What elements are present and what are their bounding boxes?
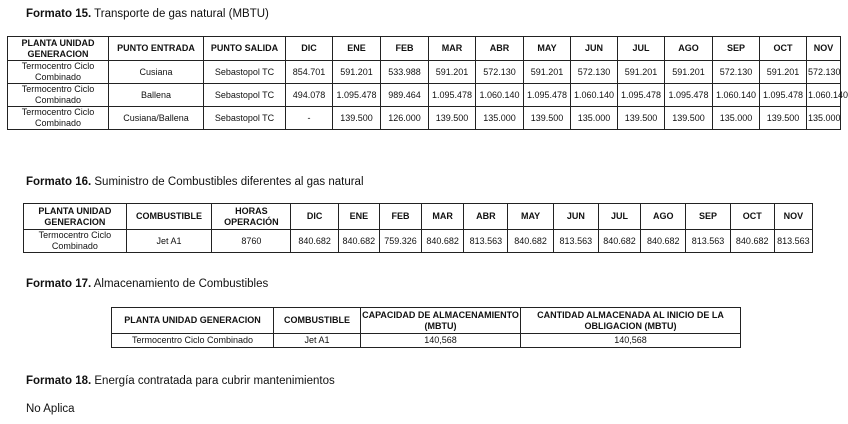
- table-cell: Termocentro Ciclo Combinado: [8, 107, 109, 130]
- column-header: ENE: [333, 37, 381, 61]
- formato18-note: No Aplica: [26, 403, 75, 415]
- table-cell: 813.563: [686, 230, 730, 253]
- table-cell: 572.130: [713, 61, 760, 84]
- table-cell: 840.682: [598, 230, 640, 253]
- table-cell: Ballena: [109, 84, 204, 107]
- table-cell: 813.563: [553, 230, 598, 253]
- table-cell: Jet A1: [126, 230, 211, 253]
- column-header: FEB: [379, 204, 421, 230]
- table-cell: Termocentro Ciclo Combinado: [8, 84, 109, 107]
- table-cell: -: [286, 107, 333, 130]
- table-cell: Termocentro Ciclo Combinado: [112, 334, 274, 348]
- table-row: [8, 61, 841, 84]
- table-cell: 140,568: [361, 334, 521, 348]
- column-header: MAR: [429, 37, 476, 61]
- column-header: PUNTO ENTRADA: [109, 37, 204, 61]
- column-header: ABR: [476, 37, 524, 61]
- formato17-table: [111, 307, 741, 348]
- table-cell: Sebastopol TC: [204, 84, 286, 107]
- table-cell: Jet A1: [274, 334, 361, 348]
- column-header: CAPACIDAD DE ALMACENAMIENTO (MBTU): [361, 308, 521, 334]
- table-cell: 759.326: [379, 230, 421, 253]
- column-header: OCT: [730, 204, 774, 230]
- table-cell: 1.095.478: [429, 84, 476, 107]
- table-cell: 135.000: [807, 107, 841, 130]
- column-header: MAY: [524, 37, 571, 61]
- table-header-row: [112, 308, 741, 334]
- column-header: SEP: [713, 37, 760, 61]
- column-header: PLANTA UNIDAD GENERACION: [24, 204, 127, 230]
- table-cell: 140,568: [521, 334, 741, 348]
- table-cell: 494.078: [286, 84, 333, 107]
- formato15-title: Transporte de gas natural (MBTU): [91, 8, 269, 20]
- table-cell: 813.563: [774, 230, 812, 253]
- formato16-title: Suministro de Combustibles diferentes al gas natural: [91, 176, 364, 188]
- table-cell: 1.095.478: [333, 84, 381, 107]
- column-header: JUN: [553, 204, 598, 230]
- formato15-table: [7, 36, 848, 130]
- table-cell: 840.682: [641, 230, 686, 253]
- table-cell: Cusiana/Ballena: [109, 107, 204, 130]
- column-header: HORAS OPERACIÓN: [212, 204, 291, 230]
- table-cell: 813.563: [464, 230, 508, 253]
- table-cell: 591.201: [333, 61, 381, 84]
- formato17-label: Formato 17.: [26, 278, 92, 290]
- column-header: ABR: [464, 204, 508, 230]
- formato17-heading: [26, 278, 268, 290]
- table-cell: 840.682: [291, 230, 338, 253]
- table-cell: Termocentro Ciclo Combinado: [24, 230, 127, 253]
- table-cell: Cusiana: [109, 61, 204, 84]
- table-cell: 139.500: [665, 107, 713, 130]
- table-cell: 591.201: [760, 61, 807, 84]
- table-cell: 840.682: [508, 230, 553, 253]
- column-header: CANTIDAD ALMACENADA AL INICIO DE LA OBLIGACION (MBTU): [521, 308, 741, 334]
- table-cell: 1.060.140: [476, 84, 524, 107]
- column-header: AGO: [641, 204, 686, 230]
- column-header: JUN: [571, 37, 618, 61]
- table-row: [24, 230, 813, 253]
- table-cell: 572.130: [807, 61, 841, 84]
- table-cell: 1.060.140: [713, 84, 760, 107]
- formato15-heading: [26, 8, 269, 20]
- table-cell: Sebastopol TC: [204, 107, 286, 130]
- column-header: DIC: [291, 204, 338, 230]
- formato18-title: Energía contratada para cubrir mantenimientos: [91, 375, 335, 387]
- table-cell: 135.000: [713, 107, 760, 130]
- formato16-label: Formato 16.: [26, 176, 92, 188]
- table-cell: 1.060.140: [571, 84, 618, 107]
- table-cell: 8760: [212, 230, 291, 253]
- table-header-row: [8, 37, 841, 61]
- column-header: PLANTA UNIDAD GENERACION: [112, 308, 274, 334]
- column-header: MAR: [422, 204, 464, 230]
- table-row: [8, 107, 841, 130]
- column-header: JUL: [618, 37, 665, 61]
- column-header: PUNTO SALIDA: [204, 37, 286, 61]
- table-cell: 572.130: [476, 61, 524, 84]
- table-cell: 591.201: [429, 61, 476, 84]
- formato16-heading: [26, 176, 364, 188]
- table-cell: 1.095.478: [618, 84, 665, 107]
- column-header: AGO: [665, 37, 713, 61]
- table-cell: 1.095.478: [760, 84, 807, 107]
- table-cell: 591.201: [618, 61, 665, 84]
- table-header-row: [24, 204, 813, 230]
- table-cell: 139.500: [760, 107, 807, 130]
- table-row: [8, 84, 841, 107]
- column-header: MAY: [508, 204, 553, 230]
- table-cell: 1.060.140: [807, 84, 841, 107]
- column-header: JUL: [598, 204, 640, 230]
- column-header: NOV: [774, 204, 812, 230]
- table-row: [112, 334, 741, 348]
- table-cell: 139.500: [333, 107, 381, 130]
- column-header: FEB: [381, 37, 429, 61]
- table-cell: 591.201: [665, 61, 713, 84]
- table-cell: 126.000: [381, 107, 429, 130]
- table-cell: 854.701: [286, 61, 333, 84]
- table-cell: 840.682: [730, 230, 774, 253]
- formato17-title: Almacenamiento de Combustibles: [91, 278, 269, 290]
- table-cell: 1.095.478: [665, 84, 713, 107]
- formato15-label: Formato 15.: [26, 8, 92, 20]
- formato18-heading: [26, 375, 335, 387]
- table-cell: 840.682: [422, 230, 464, 253]
- table-cell: 135.000: [571, 107, 618, 130]
- column-header: OCT: [760, 37, 807, 61]
- table-cell: 989.464: [381, 84, 429, 107]
- column-header: ENE: [338, 204, 379, 230]
- table-cell: 135.000: [476, 107, 524, 130]
- table-cell: Sebastopol TC: [204, 61, 286, 84]
- formato16-table: [23, 203, 813, 253]
- table-cell: 591.201: [524, 61, 571, 84]
- table-cell: 139.500: [429, 107, 476, 130]
- table-cell: 840.682: [338, 230, 379, 253]
- column-header: COMBUSTIBLE: [274, 308, 361, 334]
- column-header: PLANTA UNIDAD GENERACION: [8, 37, 109, 61]
- table-cell: 533.988: [381, 61, 429, 84]
- table-cell: Termocentro Ciclo Combinado: [8, 61, 109, 84]
- table-cell: 1.095.478: [524, 84, 571, 107]
- column-header: NOV: [807, 37, 841, 61]
- formato18-label: Formato 18.: [26, 375, 92, 387]
- table-cell: 139.500: [618, 107, 665, 130]
- column-header: DIC: [286, 37, 333, 61]
- column-header: SEP: [686, 204, 730, 230]
- table-cell: 572.130: [571, 61, 618, 84]
- table-cell: 139.500: [524, 107, 571, 130]
- column-header: COMBUSTIBLE: [126, 204, 211, 230]
